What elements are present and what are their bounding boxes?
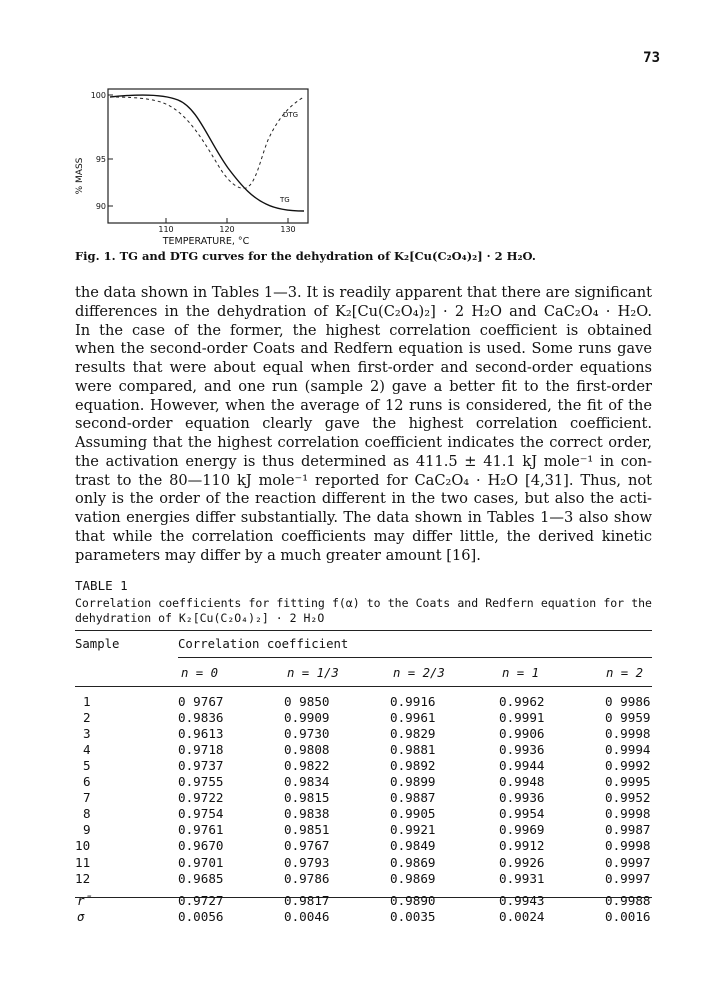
table-cell: 0.9838 — [284, 806, 330, 822]
table-cell: 0.9991 — [499, 710, 545, 726]
row-sample-number: 8 — [83, 806, 91, 822]
dtg-label: DTG — [283, 111, 299, 119]
summary-cell: 0.0035 — [390, 908, 436, 924]
row-sample-number: 6 — [83, 774, 91, 790]
table-cell: 0.9899 — [390, 774, 436, 790]
body-line: when the second-order Coats and Redfern equation is used. Some runs gave — [75, 340, 652, 358]
table-cell: 0.9869 — [390, 854, 436, 870]
body-line: vation energies differ substantially. The data shown in Tables 1—3 also show — [75, 509, 652, 526]
page-number: 73 — [643, 50, 660, 66]
summary-cell: 0.0024 — [499, 908, 545, 924]
col-header-sample: Sample — [75, 637, 120, 651]
table-cell: 0.9962 — [499, 694, 545, 709]
summary-cell: 0.9727 — [178, 892, 224, 908]
y-tick-label-100: 100 — [90, 91, 106, 100]
body-line: results that were about equal when first-order and second-order equations — [75, 359, 652, 376]
table-cell: 0.9851 — [284, 822, 330, 838]
row-sample-number: 1 — [83, 694, 91, 709]
table-cell: 0.9892 — [390, 758, 436, 774]
summary-label: σ — [77, 908, 85, 924]
table-cell: 0.9994 — [605, 742, 651, 758]
correlation-table — [75, 0, 652, 1008]
table-cell: 0.9670 — [178, 838, 224, 854]
table-cell: 0.9987 — [605, 822, 651, 838]
col-header-n23: n = 2/3 — [393, 666, 445, 680]
table-cell: 0.9829 — [390, 726, 436, 742]
row-sample-number: 9 — [83, 822, 91, 838]
row-sample-number: 4 — [83, 742, 91, 758]
col-header-n1: n = 1 — [502, 666, 540, 680]
y-tick-label-90: 90 — [95, 202, 106, 211]
table-cell: 0.9808 — [284, 742, 330, 758]
table-cell: 0.9961 — [390, 710, 436, 726]
table-cell: 0.9836 — [178, 710, 224, 726]
table-cell: 0.9755 — [178, 774, 224, 790]
table-cell: 0 9850 — [284, 694, 330, 709]
table-cell: 0.9906 — [499, 726, 545, 742]
table-cell: 0.9754 — [178, 806, 224, 822]
table-cell: 0.9921 — [390, 822, 436, 838]
table-cell: 0.9718 — [178, 742, 224, 758]
table-cell: 0.9786 — [284, 870, 330, 886]
table-cell: 0.9998 — [605, 806, 651, 822]
table-cell: 0.9909 — [284, 710, 330, 726]
table-title: TABLE 1 — [75, 578, 128, 593]
x-tick-label-130: 130 — [280, 225, 296, 234]
table-cell: 0.9767 — [284, 838, 330, 854]
row-sample-number: 3 — [83, 726, 91, 742]
table-cell: 0.9722 — [178, 790, 224, 806]
table-cell: 0.9931 — [499, 870, 545, 886]
table-caption: Correlation coefficients for fitting f(α) to the Coats and Redfern equation for the dehydration of K₂[Cu(C₂O₄)₂] · 2 H₂O — [75, 596, 652, 625]
row-sample-number: 5 — [83, 758, 91, 774]
row-sample-number: 12 — [75, 870, 91, 886]
body-line: equation. However, when the average of 12 runs is considered, the fit of the — [75, 396, 652, 414]
table-cell: 0.9944 — [499, 758, 545, 774]
y-tick-label-95: 95 — [95, 155, 106, 164]
table-cell: 0.9912 — [499, 838, 545, 854]
table-cell: 0.9685 — [178, 870, 224, 886]
table-cell: 0.9905 — [390, 806, 436, 822]
body-line: only is the order of the reaction different in the two cases, but also the acti- — [75, 490, 652, 508]
table-cell: 0.9916 — [390, 694, 436, 709]
table-cell: 0.9954 — [499, 806, 545, 822]
table-cell: 0 9959 — [605, 710, 651, 726]
row-sample-number: 7 — [83, 790, 91, 806]
table-cell: 0.9887 — [390, 790, 436, 806]
body-line: In the case of the former, the highest correlation coefficient is obtained — [75, 321, 652, 339]
table-cell: 0 9986 — [605, 694, 651, 709]
table-cell: 0.9952 — [605, 790, 651, 806]
summary-cell: 0.9988 — [605, 892, 651, 908]
body-line: were compared, and one run (sample 2) gave a better fit to the first-order — [75, 377, 652, 395]
body-line: parameters may differ by a much greater amount [16]. — [75, 546, 481, 564]
row-sample-number: 11 — [75, 854, 91, 870]
table-cell: 0.9881 — [390, 742, 436, 758]
body-line: differences in the dehydration of K₂[Cu(C₂O₄)₂] · 2 H₂O and CaC₂O₄ · H₂O. — [75, 302, 652, 320]
summary-cell: 0.9943 — [499, 892, 545, 908]
tg-label: TG — [280, 196, 290, 204]
body-line: the activation energy is thus determined as 411.5 ± 41.1 kJ mole⁻¹ in con- — [75, 452, 652, 470]
table-cell: 0.9761 — [178, 822, 224, 838]
body-line: trast to the 80—110 kJ mole⁻¹ reported for CaC₂O₄ · H₂O [4,31]. Thus, not — [75, 471, 652, 489]
y-axis-label: % MASS — [75, 157, 85, 195]
col-header-n13: n = 1/3 — [287, 666, 339, 680]
table-cell: 0.9815 — [284, 790, 330, 806]
summary-cell: 0.0056 — [178, 908, 224, 924]
body-line: that while the correlation coefficients may differ little, the derived kinetic — [75, 527, 652, 545]
table-cell: 0.9926 — [499, 854, 545, 870]
summary-cell: 0.0016 — [605, 908, 651, 924]
col-header-n0: n = 0 — [181, 666, 219, 680]
table-cell: 0.9701 — [178, 854, 224, 870]
summary-cell: 0.9890 — [390, 892, 436, 908]
summary-label: r̄ — [77, 892, 93, 908]
table-cell: 0.9849 — [390, 838, 436, 854]
table-cell: 0.9995 — [605, 774, 651, 790]
table-cell: 0 9767 — [178, 694, 224, 709]
x-tick-label-110: 110 — [158, 225, 174, 234]
table-cell: 0.9969 — [499, 822, 545, 838]
figure-caption: Fig. 1. TG and DTG curves for the dehydration of K₂[Cu(C₂O₄)₂] · 2 H₂O. — [75, 249, 536, 263]
col-header-n2: n = 2 — [606, 666, 644, 680]
x-axis-label: TEMPERATURE, °C — [162, 236, 250, 247]
x-tick-label-120: 120 — [219, 225, 235, 234]
row-sample-number: 2 — [83, 710, 91, 726]
body-line: the data shown in Tables 1—3. It is readily apparent that there are significant — [75, 284, 652, 301]
table-cell: 0.9997 — [605, 854, 651, 870]
table-cell: 0.9998 — [605, 726, 651, 742]
table-cell: 0.9997 — [605, 870, 651, 886]
table-cell: 0.9869 — [390, 870, 436, 886]
table-cell: 0.9936 — [499, 742, 545, 758]
table-cell: 0.9613 — [178, 726, 224, 742]
summary-cell: 0.0046 — [284, 908, 330, 924]
col-header-group: Correlation coefficient — [178, 637, 349, 651]
summary-cell: 0.9817 — [284, 892, 330, 908]
table-cell: 0.9737 — [178, 758, 224, 774]
table-cell: 0.9948 — [499, 774, 545, 790]
table-cell: 0.9834 — [284, 774, 330, 790]
table-cell: 0.9936 — [499, 790, 545, 806]
body-line: second-order equation clearly gave the highest correlation coefficient. — [75, 415, 652, 433]
row-sample-number: 10 — [75, 838, 91, 854]
table-cell: 0.9730 — [284, 726, 330, 742]
table-cell: 0.9822 — [284, 758, 330, 774]
table-cell: 0.9998 — [605, 838, 651, 854]
table-cell: 0.9992 — [605, 758, 651, 774]
body-line: Assuming that the highest correlation coefficient indicates the correct order, — [75, 434, 652, 451]
table-cell: 0.9793 — [284, 854, 330, 870]
